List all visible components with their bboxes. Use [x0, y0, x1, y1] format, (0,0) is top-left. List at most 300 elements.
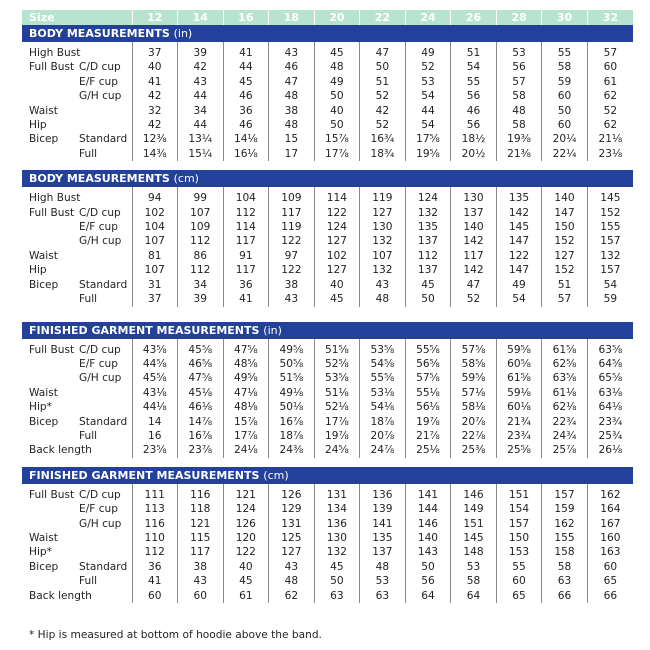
value-cell: 17⅝ — [405, 132, 451, 146]
spacer-cell — [223, 307, 269, 322]
value-cell: 130 — [314, 531, 360, 545]
value-cell: 42 — [178, 60, 224, 74]
value-cell: 48 — [360, 560, 406, 574]
value-cell: 47 — [269, 75, 315, 89]
value-cell: 43 — [360, 278, 406, 292]
size-table — [22, 10, 633, 603]
spacer-cell — [178, 458, 224, 467]
value-cell: 142 — [451, 234, 497, 248]
value-cell: 60 — [496, 574, 542, 588]
spacer-cell — [542, 458, 588, 467]
value-cell: 135 — [360, 531, 406, 545]
value-cell: 56⅛ — [405, 400, 451, 414]
value-cell: 143 — [405, 545, 451, 559]
size-header-row — [22, 10, 633, 25]
table-row — [22, 249, 633, 263]
row-sublabel: Standard — [79, 415, 128, 428]
value-cell: 42 — [360, 104, 406, 118]
value-cell: 47⅛ — [223, 386, 269, 400]
value-cell: 117 — [223, 263, 269, 277]
spacer-cell — [269, 307, 315, 322]
value-cell: 99 — [178, 191, 224, 205]
value-cell: 60 — [132, 589, 178, 603]
spacer-row — [22, 161, 633, 170]
value-cell: 164 — [587, 502, 633, 516]
value-cell: 132 — [405, 206, 451, 220]
value-cell: 20½ — [451, 147, 497, 161]
value-cell: 64⅝ — [587, 357, 633, 371]
row-label: Full Bust — [29, 343, 75, 356]
size-header-cell: 28 — [496, 10, 542, 25]
value-cell: 61 — [587, 75, 633, 89]
value-cell: 23⅝ — [132, 443, 178, 457]
value-cell: 43⅛ — [132, 386, 178, 400]
value-cell: 64 — [451, 589, 497, 603]
value-cell: 42 — [132, 118, 178, 132]
value-cell: 32 — [132, 104, 178, 118]
value-cell: 137 — [405, 234, 451, 248]
value-cell: 167 — [587, 517, 633, 531]
value-cell: 17⅞ — [314, 415, 360, 429]
value-cell: 131 — [314, 488, 360, 502]
value-cell: 60 — [178, 589, 224, 603]
size-header-cell: 18 — [269, 10, 315, 25]
row-label — [22, 502, 77, 516]
value-cell: 13¼ — [178, 132, 224, 146]
value-cell: 112 — [223, 206, 269, 220]
value-cell: 57 — [587, 46, 633, 60]
value-cell: 15⅞ — [223, 415, 269, 429]
value-cell: 53⅛ — [360, 386, 406, 400]
value-cell: 43 — [269, 46, 315, 60]
size-header-cell: 30 — [542, 10, 588, 25]
spacer-cell — [22, 161, 132, 170]
value-cell: 19⅞ — [405, 415, 451, 429]
value-cell: 152 — [587, 206, 633, 220]
value-cell: 52 — [587, 104, 633, 118]
value-cell: 19⅞ — [314, 429, 360, 443]
spacer-cell — [405, 307, 451, 322]
section-title — [22, 322, 633, 339]
value-cell: 21⅛ — [587, 132, 633, 146]
value-cell: 56 — [496, 60, 542, 74]
value-cell: 127 — [314, 263, 360, 277]
table-row — [22, 545, 633, 559]
row-label: Hip — [29, 264, 47, 277]
value-cell: 14 — [132, 415, 178, 429]
value-cell: 49 — [314, 75, 360, 89]
value-cell: 62 — [587, 118, 633, 132]
value-cell: 122 — [496, 249, 542, 263]
value-cell: 145 — [587, 191, 633, 205]
value-cell: 47⅝ — [223, 343, 269, 357]
row-sublabel: Full — [79, 147, 98, 160]
row-label — [22, 574, 77, 588]
value-cell: 25⅜ — [451, 443, 497, 457]
value-cell: 22⅞ — [451, 429, 497, 443]
value-cell: 45 — [314, 46, 360, 60]
value-cell: 56⅝ — [405, 357, 451, 371]
value-cell: 54⅝ — [360, 357, 406, 371]
value-cell: 40 — [132, 60, 178, 74]
value-cell: 54 — [451, 60, 497, 74]
value-cell: 37 — [132, 46, 178, 60]
value-cell: 155 — [587, 220, 633, 234]
value-cell: 158 — [542, 545, 588, 559]
value-cell: 118 — [178, 502, 224, 516]
value-cell: 116 — [132, 517, 178, 531]
value-cell: 45 — [223, 75, 269, 89]
value-cell: 109 — [269, 191, 315, 205]
value-cell: 38 — [178, 560, 224, 574]
row-label: Waist — [29, 249, 58, 262]
value-cell: 51 — [542, 278, 588, 292]
value-cell: 127 — [314, 234, 360, 248]
value-cell: 50 — [405, 560, 451, 574]
row-label: Bicep — [29, 560, 59, 573]
value-cell: 48⅝ — [223, 357, 269, 371]
value-cell: 135 — [496, 191, 542, 205]
value-cell: 53 — [496, 46, 542, 60]
spacer-cell — [314, 307, 360, 322]
value-cell: 16⅞ — [269, 415, 315, 429]
value-cell: 55⅝ — [405, 343, 451, 357]
footnote: * Hip is measured at bottom of hoodie above the band. — [29, 629, 322, 641]
value-cell: 122 — [314, 206, 360, 220]
table-row — [22, 46, 633, 60]
value-cell: 134 — [314, 502, 360, 516]
row-label — [22, 429, 77, 443]
spacer-cell — [132, 307, 178, 322]
row-label: High Bust — [29, 47, 81, 59]
value-cell: 15¼ — [178, 147, 224, 161]
value-cell: 55 — [542, 46, 588, 60]
value-cell: 122 — [223, 545, 269, 559]
spacer-cell — [542, 161, 588, 170]
value-cell: 61⅛ — [542, 386, 588, 400]
spacer-cell — [132, 161, 178, 170]
row-sublabel: Standard — [79, 278, 128, 291]
value-cell: 53 — [451, 560, 497, 574]
table-row — [22, 589, 633, 603]
value-cell: 59⅛ — [496, 386, 542, 400]
row-sublabel — [77, 191, 132, 205]
row-sublabel: Full — [79, 429, 98, 442]
value-cell: 63 — [542, 574, 588, 588]
value-cell: 107 — [360, 249, 406, 263]
value-cell: 119 — [360, 191, 406, 205]
value-cell: 152 — [542, 234, 588, 248]
value-cell: 117 — [223, 234, 269, 248]
value-cell: 57⅝ — [451, 343, 497, 357]
value-cell: 15⅞ — [314, 132, 360, 146]
value-cell: 21⅜ — [496, 147, 542, 161]
value-cell: 53⅝ — [360, 343, 406, 357]
value-cell: 145 — [451, 531, 497, 545]
value-cell: 46⅛ — [178, 400, 224, 414]
value-cell: 51 — [451, 46, 497, 60]
value-cell: 58 — [542, 60, 588, 74]
value-cell: 25¾ — [587, 429, 633, 443]
value-cell: 43 — [178, 574, 224, 588]
value-cell: 16¾ — [360, 132, 406, 146]
row-label: Hip* — [29, 546, 52, 559]
value-cell: 149 — [451, 502, 497, 516]
section-unit: (in) — [263, 323, 282, 337]
value-cell: 63⅝ — [542, 371, 588, 385]
value-cell: 43 — [269, 292, 315, 306]
value-cell: 56 — [405, 574, 451, 588]
value-cell: 51⅝ — [269, 371, 315, 385]
spacer-cell — [587, 307, 633, 322]
value-cell: 111 — [132, 488, 178, 502]
size-header-label: Size — [22, 10, 132, 25]
value-cell: 24⅝ — [314, 443, 360, 457]
size-header-cell: 16 — [223, 10, 269, 25]
value-cell: 121 — [178, 517, 224, 531]
value-cell: 48 — [269, 89, 315, 103]
value-cell: 57 — [542, 292, 588, 306]
value-cell: 12⅜ — [132, 132, 178, 146]
table-row — [22, 132, 633, 146]
value-cell: 45 — [405, 278, 451, 292]
row-sublabel: C/D cup — [79, 61, 121, 74]
value-cell: 18⅞ — [269, 429, 315, 443]
value-cell: 109 — [178, 220, 224, 234]
value-cell: 47⅝ — [178, 371, 224, 385]
value-cell: 58⅛ — [451, 400, 497, 414]
value-cell: 59⅝ — [496, 343, 542, 357]
value-cell: 38 — [269, 104, 315, 118]
value-cell: 60 — [587, 60, 633, 74]
table-row — [22, 343, 633, 357]
value-cell: 132 — [360, 234, 406, 248]
value-cell: 66 — [587, 589, 633, 603]
value-cell: 22¼ — [542, 147, 588, 161]
value-cell: 41 — [223, 292, 269, 306]
value-cell: 16⅞ — [178, 429, 224, 443]
size-header-cell: 26 — [451, 10, 497, 25]
value-cell: 65 — [587, 574, 633, 588]
spacer-cell — [314, 161, 360, 170]
row-label — [22, 75, 77, 89]
value-cell: 132 — [314, 545, 360, 559]
table-row — [22, 574, 633, 588]
spacer-cell — [360, 161, 406, 170]
section-title-text: FINISHED GARMENT MEASUREMENTS — [29, 468, 260, 482]
value-cell: 21¾ — [496, 415, 542, 429]
value-cell: 112 — [405, 249, 451, 263]
value-cell: 63 — [360, 589, 406, 603]
value-cell: 51⅝ — [314, 343, 360, 357]
value-cell: 41 — [223, 46, 269, 60]
row-sublabel: E/F cup — [79, 75, 118, 88]
value-cell: 18¾ — [360, 147, 406, 161]
value-cell: 60⅝ — [496, 357, 542, 371]
row-label — [22, 220, 77, 234]
value-cell: 125 — [269, 531, 315, 545]
value-cell: 24⅞ — [360, 443, 406, 457]
value-cell: 14⅛ — [223, 132, 269, 146]
value-cell: 31 — [132, 278, 178, 292]
value-cell: 49 — [405, 46, 451, 60]
value-cell: 45 — [314, 560, 360, 574]
size-header-cell: 12 — [132, 10, 178, 25]
value-cell: 51 — [360, 75, 406, 89]
section-title-text: FINISHED GARMENT MEASUREMENTS — [29, 323, 260, 337]
value-cell: 17⅞ — [223, 429, 269, 443]
value-cell: 162 — [587, 488, 633, 502]
row-label: Full Bust — [29, 206, 75, 219]
value-cell: 104 — [223, 191, 269, 205]
value-cell: 45⅝ — [178, 343, 224, 357]
row-sublabel: Standard — [79, 133, 128, 146]
value-cell: 127 — [269, 545, 315, 559]
value-cell: 147 — [496, 234, 542, 248]
value-cell: 63 — [314, 589, 360, 603]
value-cell: 25⅞ — [542, 443, 588, 457]
table-row — [22, 400, 633, 414]
value-cell: 104 — [132, 220, 178, 234]
table-row — [22, 443, 633, 457]
value-cell: 137 — [360, 545, 406, 559]
size-header-cell: 32 — [587, 10, 633, 25]
value-cell: 48 — [496, 104, 542, 118]
value-cell: 48 — [269, 118, 315, 132]
value-cell: 50 — [314, 574, 360, 588]
spacer-cell — [223, 458, 269, 467]
value-cell: 39 — [178, 46, 224, 60]
value-cell: 126 — [269, 488, 315, 502]
value-cell: 117 — [451, 249, 497, 263]
value-cell: 46 — [223, 118, 269, 132]
value-cell: 60 — [542, 118, 588, 132]
value-cell: 58 — [496, 89, 542, 103]
value-cell: 107 — [132, 263, 178, 277]
size-header-cell: 22 — [360, 10, 406, 25]
value-cell: 102 — [132, 206, 178, 220]
value-cell: 159 — [542, 502, 588, 516]
value-cell: 56 — [451, 118, 497, 132]
spacer-cell — [269, 458, 315, 467]
value-cell: 40 — [314, 104, 360, 118]
value-cell: 47 — [451, 278, 497, 292]
value-cell: 41 — [132, 75, 178, 89]
value-cell: 152 — [542, 263, 588, 277]
value-cell: 153 — [496, 545, 542, 559]
value-cell: 81 — [132, 249, 178, 263]
section-header-row — [22, 170, 633, 187]
value-cell: 24¾ — [542, 429, 588, 443]
section-title — [22, 467, 633, 484]
value-cell: 57⅝ — [405, 371, 451, 385]
value-cell: 102 — [314, 249, 360, 263]
value-cell: 132 — [360, 263, 406, 277]
row-sublabel: E/F cup — [79, 357, 118, 370]
row-label: Back length — [29, 589, 92, 602]
spacer-row — [22, 458, 633, 467]
value-cell: 107 — [132, 234, 178, 248]
value-cell: 23¾ — [587, 415, 633, 429]
value-cell: 25⅝ — [496, 443, 542, 457]
row-sublabel: G/H cup — [79, 235, 122, 248]
table-row — [22, 206, 633, 220]
value-cell: 57⅛ — [451, 386, 497, 400]
value-cell: 44⅝ — [132, 357, 178, 371]
value-cell: 122 — [269, 234, 315, 248]
value-cell: 24⅛ — [223, 443, 269, 457]
value-cell: 19⅝ — [405, 147, 451, 161]
table-row — [22, 89, 633, 103]
value-cell: 63⅝ — [587, 343, 633, 357]
value-cell: 23⅞ — [178, 443, 224, 457]
value-cell: 157 — [496, 517, 542, 531]
value-cell: 44 — [405, 104, 451, 118]
value-cell: 50⅛ — [269, 400, 315, 414]
value-cell: 52 — [360, 118, 406, 132]
table-row — [22, 517, 633, 531]
value-cell: 43 — [269, 560, 315, 574]
value-cell: 65 — [496, 589, 542, 603]
value-cell: 53⅝ — [314, 371, 360, 385]
value-cell: 50 — [360, 60, 406, 74]
value-cell: 63⅛ — [587, 386, 633, 400]
value-cell: 15 — [269, 132, 315, 146]
row-sublabel — [77, 104, 132, 118]
row-sublabel: C/D cup — [79, 488, 121, 501]
value-cell: 131 — [269, 517, 315, 531]
value-cell: 20⅞ — [451, 415, 497, 429]
size-header-cell: 24 — [405, 10, 451, 25]
value-cell: 61⅝ — [496, 371, 542, 385]
value-cell: 55⅛ — [405, 386, 451, 400]
value-cell: 59⅝ — [451, 371, 497, 385]
row-label: Waist — [29, 531, 58, 544]
value-cell: 44 — [178, 118, 224, 132]
value-cell: 21⅞ — [405, 429, 451, 443]
value-cell: 46 — [223, 89, 269, 103]
value-cell: 48⅛ — [223, 400, 269, 414]
spacer-cell — [132, 458, 178, 467]
value-cell: 57 — [496, 75, 542, 89]
value-cell: 140 — [542, 191, 588, 205]
row-sublabel: G/H cup — [79, 372, 122, 385]
value-cell: 52 — [451, 292, 497, 306]
spacer-cell — [178, 161, 224, 170]
value-cell: 52 — [405, 60, 451, 74]
spacer-cell — [360, 458, 406, 467]
table-row — [22, 488, 633, 502]
table-row — [22, 220, 633, 234]
value-cell: 136 — [314, 517, 360, 531]
value-cell: 151 — [496, 488, 542, 502]
row-sublabel: E/F cup — [79, 503, 118, 516]
section-title-text: BODY MEASUREMENTS — [29, 27, 170, 40]
value-cell: 48 — [314, 60, 360, 74]
value-cell: 26⅛ — [587, 443, 633, 457]
value-cell: 130 — [360, 220, 406, 234]
table-row — [22, 292, 633, 306]
row-sublabel: C/D cup — [79, 206, 121, 219]
value-cell: 94 — [132, 191, 178, 205]
spacer-cell — [496, 161, 542, 170]
value-cell: 62 — [587, 89, 633, 103]
value-cell: 120 — [223, 531, 269, 545]
value-cell: 43⅝ — [132, 343, 178, 357]
value-cell: 58⅝ — [451, 357, 497, 371]
value-cell: 52⅝ — [314, 357, 360, 371]
table-row — [22, 278, 633, 292]
